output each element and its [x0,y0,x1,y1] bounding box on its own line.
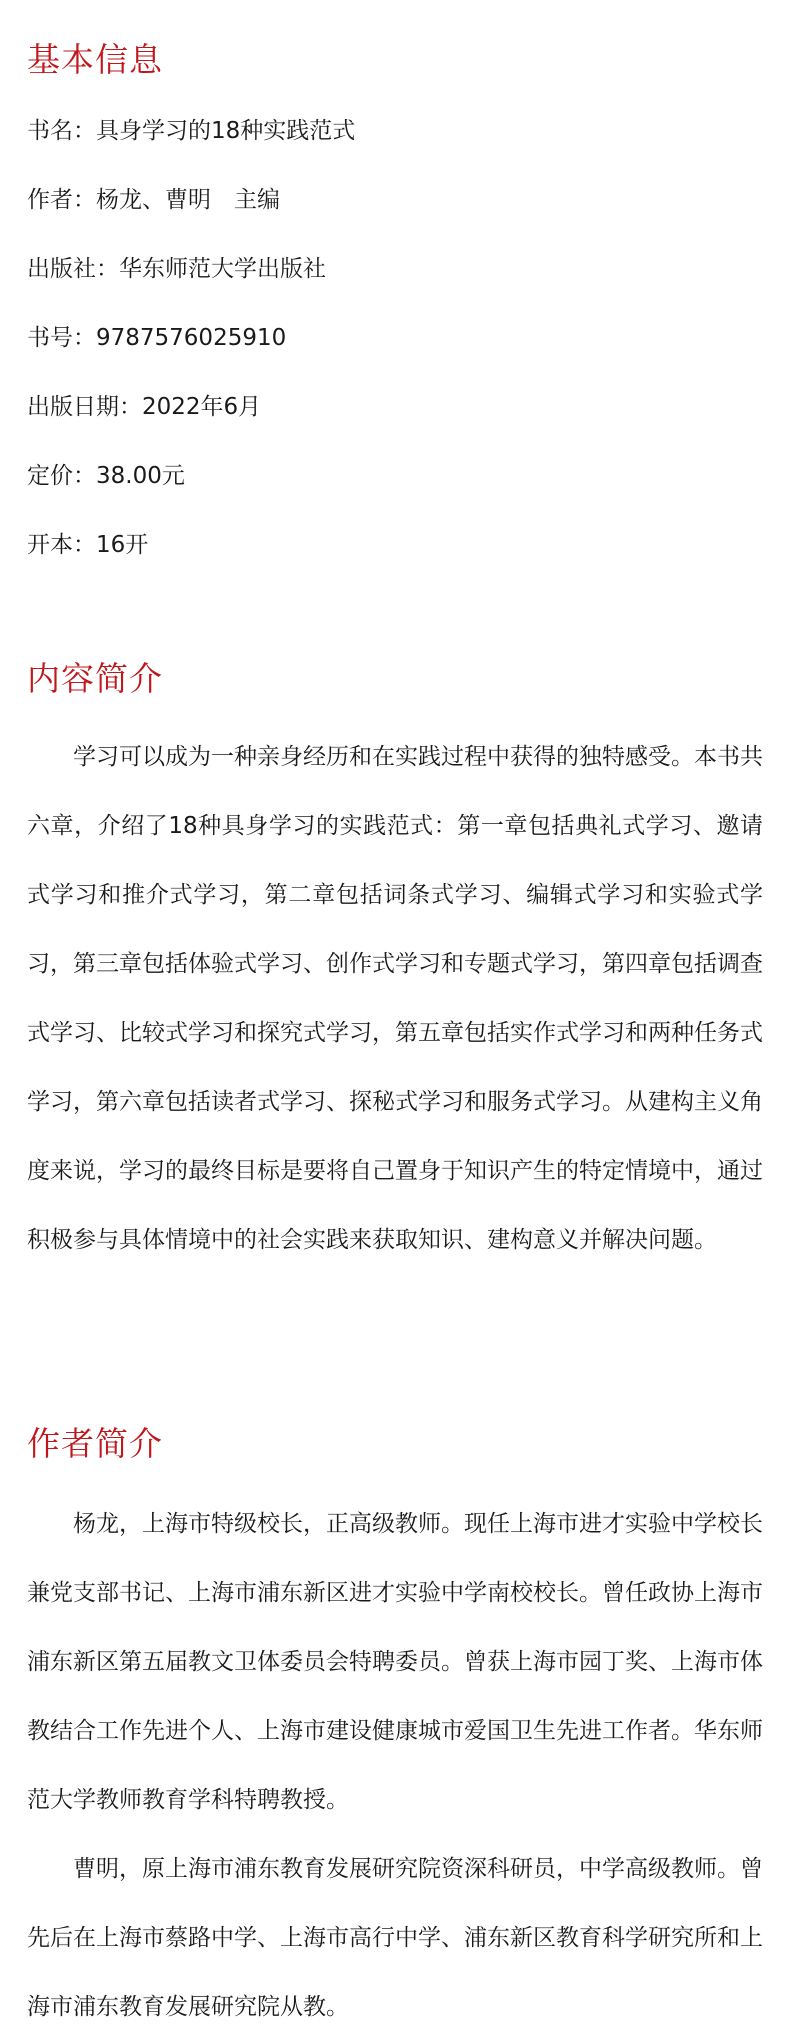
info-row-format: 开本：16开 [27,532,149,558]
info-row-author: 作者：杨龙、曹明 主编 [27,187,280,213]
info-row-title: 书名：具身学习的18种实践范式 [27,118,356,144]
summary-paragraph: 学习可以成为一种亲身经历和在实践过程中获得的独特感受。本书共六章，介绍了18种具身学习的实践范式：第一章包括典礼式学习、邀请式学习和推介式学习，第二章包括词条式学习、编辑式学习和实验式学习，第三章包括体验式学习、创作式学习和专题式学习，第四章包括调查式学习、比较式学习和探究式学习，第五章包括实作式学习和两种任务式学习，第六章包括读者式学习、探秘式学习和服务式学习。从建构主义角度来说，学习的最终目标是要将自己置身于知识产生的特定情境中，通过积极参与具体情境中的社会实践来获取知识、建构意义并解决问题。 [27,744,763,1253]
summary-heading: 内容简介 [27,659,163,698]
author-paragraph-cao: 曹明，原上海市浦东教育发展研究院资深科研员，中学高级教师。曾先后在上海市蔡路中学、上海市高行中学、浦东新区教育科学研究所和上海市浦东教育发展研究院从教。 [27,1856,763,2020]
info-row-price: 定价：38.00元 [27,463,185,489]
info-row-isbn: 书号：9787576025910 [27,325,287,351]
basic-info-list [27,117,763,600]
summary-body [27,723,763,1275]
author-paragraph-yang: 杨龙，上海市特级校长，正高级教师。现任上海市进才实验中学校长兼党支部书记、上海市浦东新区进才实验中学南校校长。曾任政协上海市浦东新区第五届教文卫体委员会特聘委员。曾获上海市园丁奖、上海市体教结合工作先进个人、上海市建设健康城市爱国卫生先进工作者。华东师范大学教师教育学科特聘教授。 [27,1511,763,1813]
author-heading: 作者简介 [27,1424,163,1463]
basic-info-heading: 基本信息 [27,40,163,79]
info-row-pub-date: 出版日期：2022年6月 [27,394,262,420]
info-row-publisher: 出版社：华东师范大学出版社 [27,256,326,282]
author-body [27,1490,763,2042]
